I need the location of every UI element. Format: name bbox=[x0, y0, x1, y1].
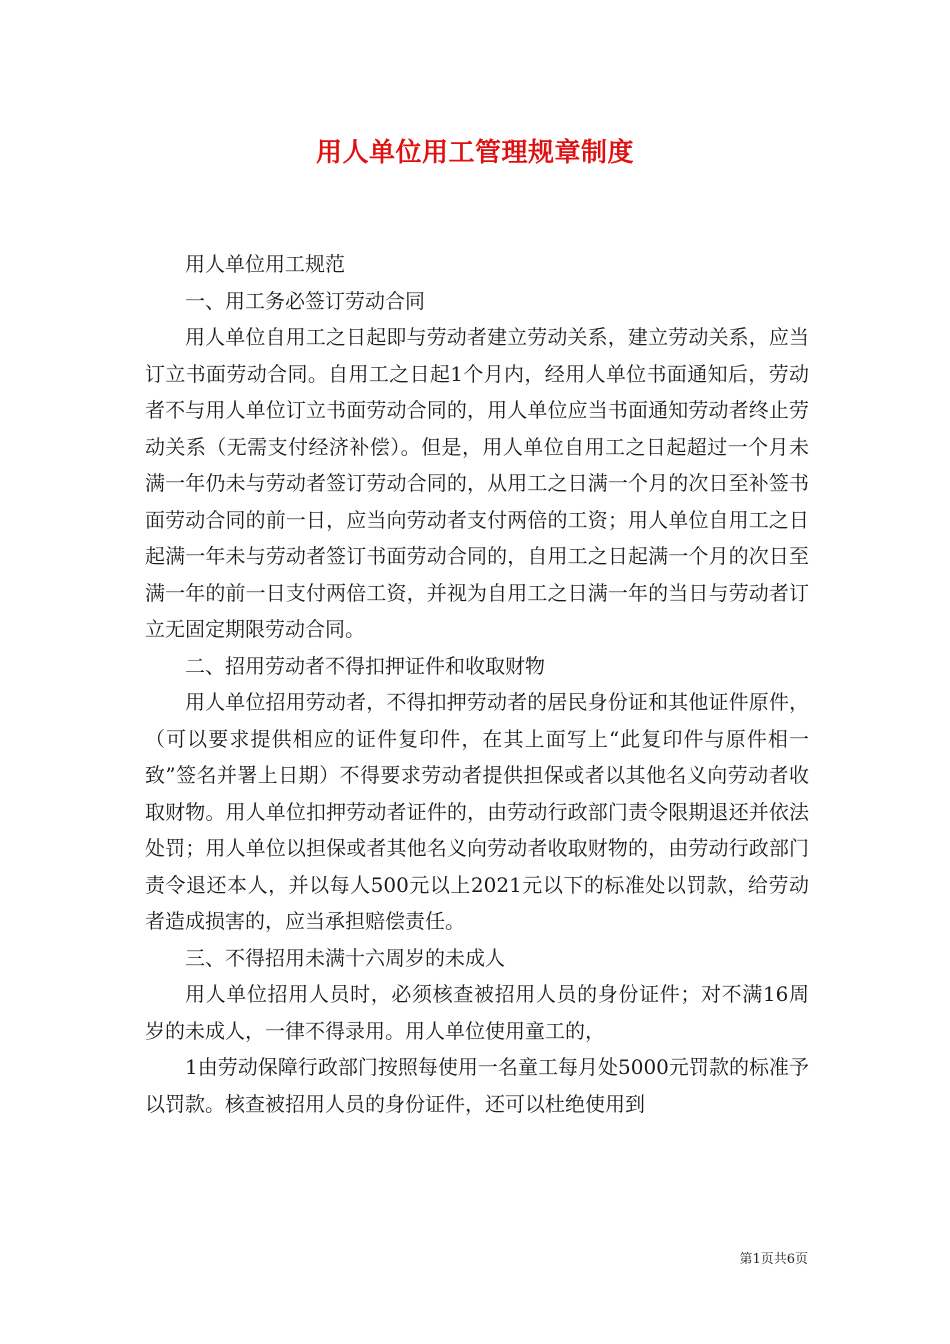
page-number: 第1页共6页 bbox=[739, 1252, 808, 1267]
paragraph: 1由劳动保障行政部门按照每使用一名童工每月处5000元罚款的标准予以罚款。核查被招用人员的身份证件，还可以杜绝使用到 bbox=[145, 1055, 809, 1116]
paragraph: 用人单位招用劳动者，不得扣押劳动者的居民身份证和其他证件原件，（可以要求提供相应的证件复印件，在其上面写上“此复印件与原件相一致”签名并署上日期）不得要求劳动者提供担保或者以其他名义向劳动者收取财物。用人单位扣押劳动者证件的，由劳动行政部门责令限期退还并依法处罚；用人单位以担保或者其他名义向劳动者收取财物的，由劳动行政部门责令退还本人，并以每人500元以上2021元以下的标准处以罚款，给劳动者造成损害的，应当承担赔偿责任。 bbox=[145, 690, 809, 933]
paragraph: 用人单位自用工之日起即与劳动者建立劳动关系，建立劳动关系，应当订立书面劳动合同。自用工之日起1个月内，经用人单位书面通知后，劳动者不与用人单位订立书面劳动合同的，用人单位应当书面通知劳动者终止劳动关系（无需支付经济补偿）。但是，用人单位自用工之日起超过一个月未满一年仍未与劳动者签订劳动合同的，从用工之日满一个月的次日至补签书面劳动合同的前一日，应当向劳动者支付两倍的工资；用人单位自用工之日起满一年未与劳动者签订书面劳动合同的，自用工之日起满一个月的次日至满一年的前一日支付两倍工资，并视为自用工之日满一年的当日与劳动者订立无固定期限劳动合同。 bbox=[145, 325, 809, 641]
document-body bbox=[145, 246, 809, 1122]
paragraph: 用人单位招用人员时，必须核查被招用人员的身份证件；对不满16周岁的未成人，一律不得录用。用人单位使用童工的， bbox=[145, 982, 809, 1043]
section-heading-1: 一、用工务必签订劳动合同 bbox=[185, 288, 425, 313]
section-heading-2: 二、招用劳动者不得扣押证件和收取财物 bbox=[185, 653, 545, 678]
paragraph-heading: 用人单位用工规范 bbox=[185, 252, 345, 276]
page-title: 用人单位用工管理规章制度 bbox=[315, 138, 634, 168]
section-heading-3: 三、不得招用未满十六周岁的未成人 bbox=[185, 945, 505, 970]
